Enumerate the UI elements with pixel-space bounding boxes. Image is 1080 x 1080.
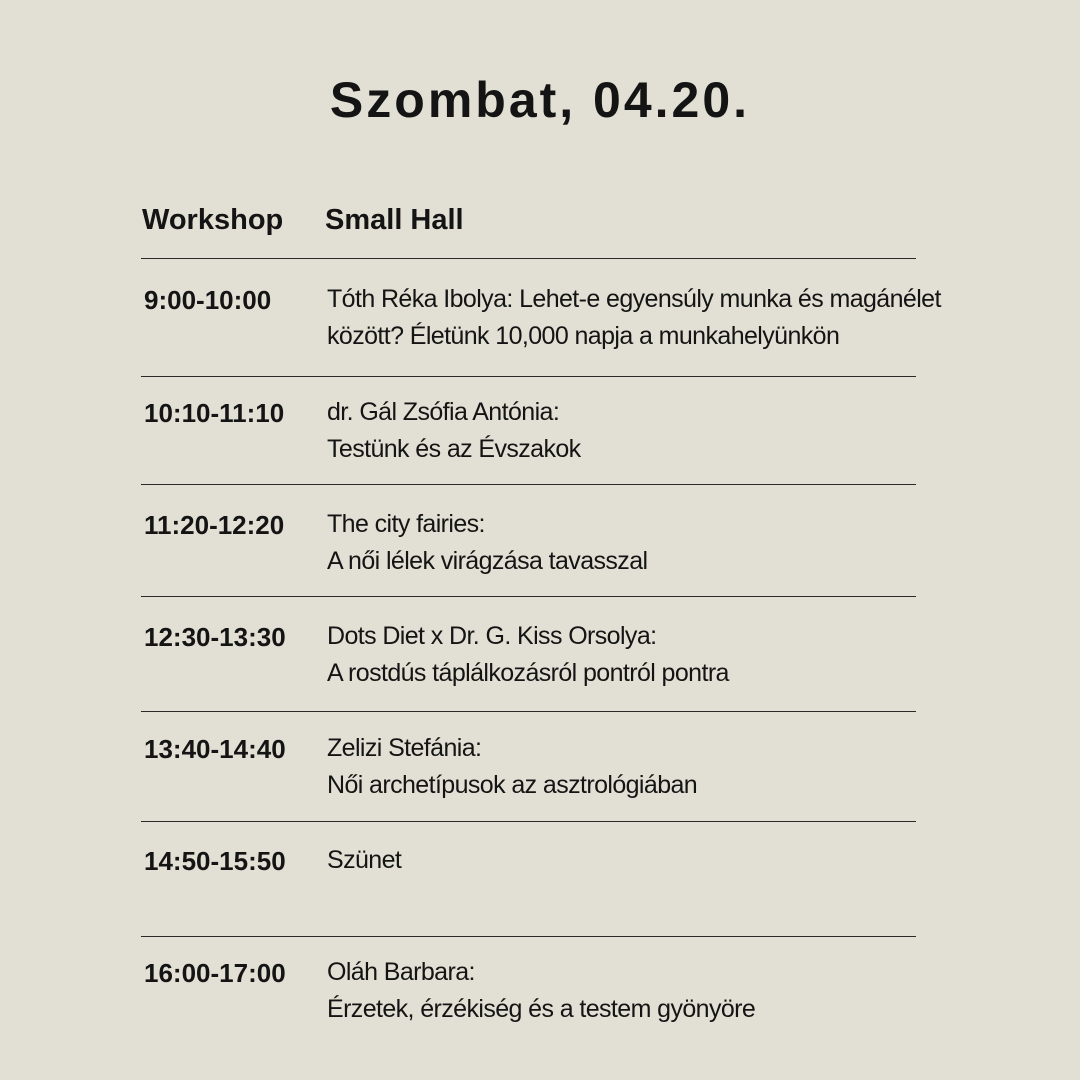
slot-time: 13:40-14:40 bbox=[144, 734, 286, 764]
slot-description-line: Érzetek, érzékiség és a testem gyönyöre bbox=[327, 995, 756, 1023]
divider bbox=[141, 711, 916, 712]
slot-description-line: Oláh Barbara: bbox=[327, 958, 475, 986]
slot-description-line: Dots Diet x Dr. G. Kiss Orsolya: bbox=[327, 622, 657, 650]
slot-time: 11:20-12:20 bbox=[144, 510, 285, 540]
column-header-hall: Small Hall bbox=[325, 204, 464, 236]
slot-description-line: Zelizi Stefánia: bbox=[327, 734, 482, 762]
slot-description-line: Testünk és az Évszakok bbox=[327, 435, 581, 463]
slot-time: 9:00-10:00 bbox=[144, 285, 272, 315]
slot-time: 14:50-15:50 bbox=[144, 846, 286, 876]
slot-time: 12:30-13:30 bbox=[144, 622, 286, 652]
divider bbox=[141, 376, 916, 377]
slot-description bbox=[327, 842, 927, 879]
divider bbox=[141, 258, 916, 259]
slot-description-line: Szünet bbox=[327, 846, 402, 874]
divider bbox=[141, 821, 916, 822]
schedule-header bbox=[142, 200, 916, 240]
divider bbox=[141, 936, 916, 937]
slot-description bbox=[327, 394, 927, 468]
slot-description-line: Női archetípusok az asztrológiában bbox=[327, 771, 698, 799]
slot-description bbox=[327, 506, 927, 580]
slot-description bbox=[327, 281, 941, 355]
page-title: Szombat, 04.20. bbox=[329, 72, 751, 128]
slot-description-line: dr. Gál Zsófia Antónia: bbox=[327, 398, 560, 426]
slot-description-line: The city fairies: bbox=[327, 510, 485, 538]
column-header-workshop: Workshop bbox=[142, 204, 284, 236]
slot-description-line: Tóth Réka Ibolya: Lehet-e egyensúly munka és magánélet bbox=[327, 285, 941, 313]
divider bbox=[141, 596, 916, 597]
slot-description-line: A női lélek virágzása tavasszal bbox=[327, 547, 648, 575]
divider bbox=[141, 484, 916, 485]
slot-description bbox=[327, 730, 927, 804]
slot-description bbox=[327, 954, 927, 1028]
slot-time: 16:00-17:00 bbox=[144, 958, 286, 988]
slot-description-line: A rostdús táplálkozásról pontról pontra bbox=[327, 659, 729, 687]
slot-description bbox=[327, 618, 927, 692]
slot-time: 10:10-11:10 bbox=[144, 398, 285, 428]
slot-description-line: között? Életünk 10,000 napja a munkahelyünkön bbox=[327, 322, 840, 350]
